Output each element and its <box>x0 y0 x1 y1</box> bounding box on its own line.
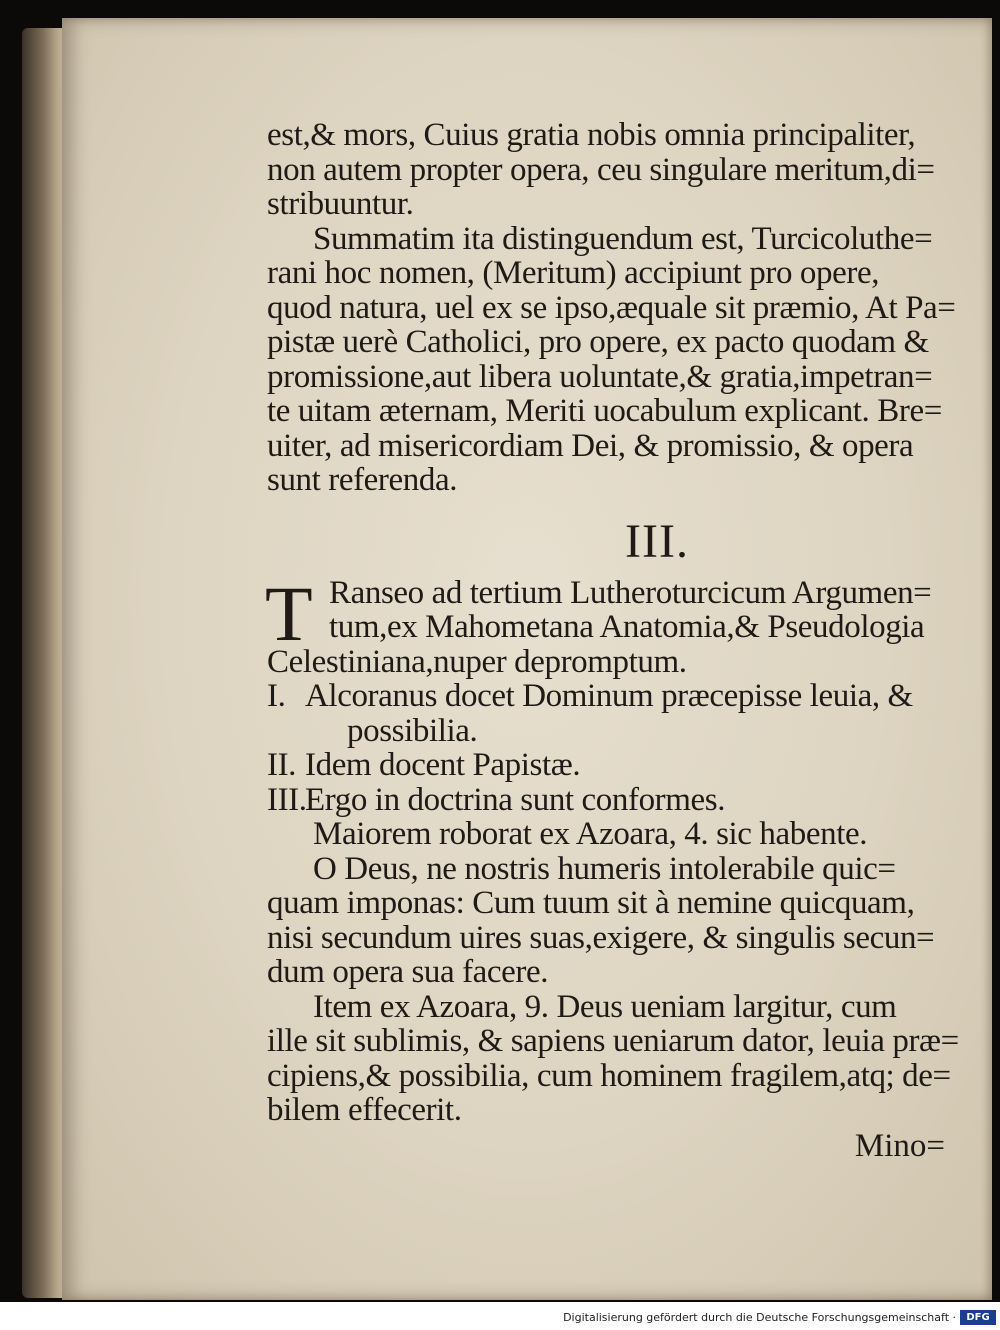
footer-bar <box>0 1302 1000 1330</box>
text-line: Celestiniana,nuper depromptum. <box>267 643 687 680</box>
dropcap-paragraph <box>265 569 1000 657</box>
catchword: Mino= <box>854 1128 945 1164</box>
list-item <box>267 783 1000 818</box>
list-number: I. <box>267 678 286 714</box>
text-line: sunt referenda. <box>267 462 458 498</box>
list-text: possibilia. <box>347 712 478 749</box>
text-line: Ranseo ad tertium Lutheroturcicum Argumen= <box>329 574 932 611</box>
text-line: rani hoc nomen, (Meritum) accipiunt pro opere, <box>267 255 880 291</box>
text-line: ille sit sublimis, & sapiens ueniarum dator, leuia præ= <box>267 1023 959 1059</box>
text-line: tum,ex Mahometana Anatomia,& Pseudologia <box>329 609 925 645</box>
drop-cap: T <box>265 569 313 657</box>
text-line: Maiorem roborat ex Azoara, 4. sic habente. <box>313 816 868 852</box>
text-line: bilem effecerit. <box>267 1092 462 1128</box>
list-number: III. <box>267 781 307 818</box>
section-heading: III. <box>625 514 689 568</box>
text-line: quam imponas: Cum tuum sit à nemine quicquam, <box>267 885 915 921</box>
list-number: II. <box>267 747 297 783</box>
text-line: cipiens,& possibilia, cum hominem fragilem,atq; de= <box>267 1057 951 1094</box>
text-line: te uitam æternam, Meriti uocabulum explicant. Bre= <box>267 393 942 429</box>
text-line: dum opera sua facere. <box>267 954 549 990</box>
text-line: stribuuntur. <box>267 186 414 222</box>
list-item <box>267 714 1000 749</box>
text-line: Item ex Azoara, 9. Deus ueniam largitur, cum <box>313 988 897 1025</box>
text-line: promissione,aut libera uoluntate,& gratia,impetran= <box>267 358 933 395</box>
list-item <box>267 679 1000 714</box>
funding-notice: Digitalisierung gefördert durch die Deutsche Forschungsgemeinschaft · <box>563 1311 956 1324</box>
list-text: Idem docent Papistæ. <box>305 747 581 783</box>
text-line: non autem propter opera, ceu singulare meritum,di= <box>267 151 935 188</box>
text-line: nisi secundum uires suas,exigere, & singulis secun= <box>267 919 935 956</box>
dfg-logo: DFG <box>960 1310 996 1325</box>
text-line: quod natura, uel ex se ipso,æquale sit præmio, At Pa= <box>267 289 956 326</box>
text-line: Summatim ita distinguendum est, Turcicoluthe= <box>313 220 933 257</box>
list-text: Alcoranus docet Dominum præcepisse leuia, & <box>305 678 913 714</box>
list-text: Ergo in doctrina sunt conformes. <box>305 781 726 818</box>
text-line: uiter, ad misericordiam Dei, & promissio, & opera <box>267 427 914 464</box>
list-item <box>267 748 1000 783</box>
page-text <box>267 118 1000 1128</box>
text-line: est,& mors, Cuius gratia nobis omnia principaliter, <box>267 117 916 153</box>
text-line: O Deus, ne nostris humeris intolerabile quic= <box>313 850 896 887</box>
book-page <box>62 18 992 1300</box>
text-line: pistæ uerè Catholici, pro opere, ex pacto quodam & <box>267 324 929 360</box>
